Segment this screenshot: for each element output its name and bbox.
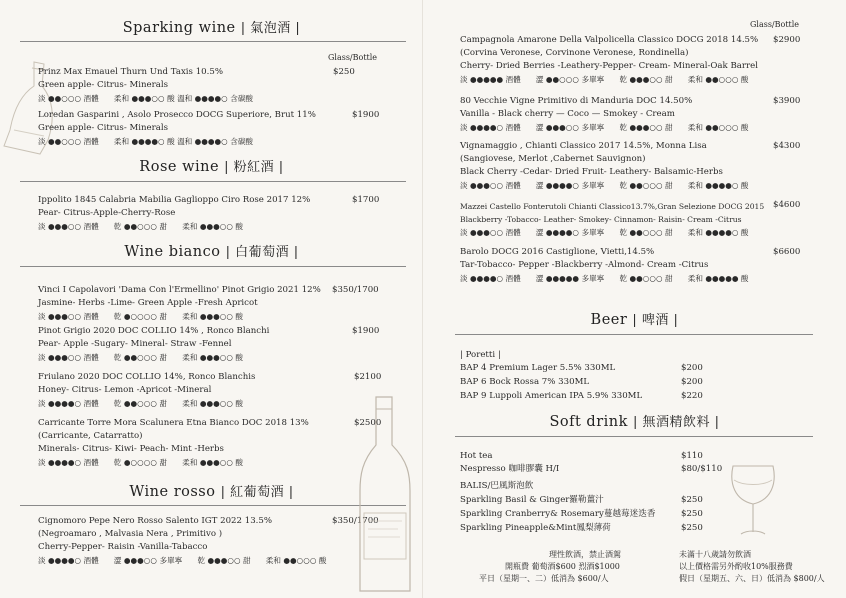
wine-bottle-illustration: [350, 395, 420, 595]
wine-notes: Blackberry -Tobacco- Leather- Smokey- Cinnamon- Raisin- Cream -Citrus: [460, 215, 742, 224]
drink-brand: BALIS/巴風斯泡飲: [460, 481, 534, 491]
notice-corkage: 開瓶費 葡萄酒$600 烈酒$1000: [505, 562, 620, 571]
wine-notes: Pear- Apple -Sugary- Mineral- Straw -Fennel: [38, 339, 232, 349]
drink-price: $250: [681, 495, 703, 505]
soft-drink-heading: [423, 411, 846, 430]
wine-grapes: (Negroamaro , Malvasia Nera , Primitivo ): [38, 529, 223, 539]
wine-price: $2500: [354, 418, 382, 428]
sparkling-heading: [0, 17, 423, 36]
wine-notes: Jasmine- Herbs -Lime- Green Apple -Fresh Apricot: [38, 298, 258, 308]
rose-rule: [20, 181, 406, 182]
wine-name: Campagnola Amarone Della Valpolicella Classico DOCG 2018 14.5%: [460, 35, 759, 45]
wine-notes: Cherry- Dried Berries -Leathery-Pepper- Cream- Mineral-Oak Barrel: [460, 61, 758, 71]
beer-title: Beer: [590, 312, 628, 328]
wine-notes: Vanilla - Black cherry — Coco — Smokey - Cream: [460, 109, 675, 119]
wine-price: $2900: [773, 35, 801, 45]
wine-notes: Honey- Citrus- Lemon -Apricot -Mineral: [38, 385, 212, 395]
wine-profile: 淡 ●●●●○ 酒體 乾 ●○○○○ 甜 柔和 ●●●○○ 酸: [38, 458, 243, 467]
beer-title-zh: | 啤酒 |: [632, 313, 679, 328]
drink-item: Sparkling Basil & Ginger羅勒薑汁: [460, 495, 604, 505]
wine-name: Vignamaggio , Chianti Classico 2017 14.5%, Monna Lisa: [460, 141, 707, 151]
wine-notes: Green apple- Citrus- Minerals: [38, 123, 169, 133]
wine-profile: 淡 ●●○○○ 酒體 柔和 ●●●○○ 酸 溫和 ●●●●○ 含碳酸: [38, 94, 254, 103]
notice-age-limit: 未滿十八歲請勿飲酒: [679, 550, 751, 559]
wine-name: Prinz Max Emauel Thurn Und Taxis 10.5%: [38, 67, 223, 77]
wine-price: $4600: [773, 200, 801, 210]
wine-name: Pinot Grigio 2020 DOC COLLIO 14% , Ronco Blanchi: [38, 326, 270, 336]
drink-price: $250: [681, 509, 703, 519]
beer-item: BAP 6 Bock Rossa 7% 330ML: [460, 377, 590, 387]
wine-notes: Cherry-Pepper- Raisin -Vanilla-Tabacco: [38, 542, 208, 552]
drink-item: Hot tea: [460, 451, 493, 461]
wine-profile: 淡 ●●●○○ 酒體 乾 ●○○○○ 甜 柔和 ●●●○○ 酸: [38, 312, 243, 321]
wine-price: $1700: [352, 195, 380, 205]
bianco-rule: [20, 266, 406, 267]
drink-item: Sparkling Cranberry& Rosemary蔓越莓迷迭香: [460, 509, 656, 519]
notice-weekend-minimum: 假日（星期五、六、日）低消為 $800/人: [679, 574, 825, 583]
wine-profile: 淡 ●●●●○ 酒體 澀 ●●●○○ 多單寧 乾 ●●●○○ 甜 柔和 ●●○○○ 酸: [38, 556, 327, 565]
beer-item: BAP 4 Premium Lager 5.5% 330ML: [460, 363, 616, 373]
soft-drink-title: Soft drink: [549, 414, 628, 430]
wine-name: Loredan Gasparini , Asolo Prosecco DOCG Superiore, Brut 11%: [38, 110, 316, 120]
wine-profile: 淡 ●●●●○ 酒體 乾 ●●○○○ 甜 柔和 ●●●○○ 酸: [38, 399, 243, 408]
notice-drink-responsibly: 理性飲酒，禁止酒駕: [549, 550, 621, 559]
drink-item: Sparkling Pineapple&Mint鳳梨薄荷: [460, 523, 611, 533]
wine-name: Friulano 2020 DOC COLLIO 14%, Ronco Blanchis: [38, 372, 256, 382]
beer-price: $220: [681, 391, 703, 401]
beer-price: $200: [681, 377, 703, 387]
wine-name: Vinci I Capolavori 'Dama Con l'Ermellino' Pinot Grigio 2021 12%: [38, 285, 321, 295]
sparkling-title-zh: | 氣泡酒 |: [240, 21, 301, 36]
sparkling-rule: [20, 41, 406, 42]
wine-price: $6600: [773, 247, 801, 257]
wine-name: Carricante Torre Mora Scalunera Etna Bianco DOC 2018 13%: [38, 418, 309, 428]
notice-weekday-minimum: 平日（星期一、二）低消為 $600/人: [479, 574, 609, 583]
soft-drink-title-zh: | 無酒精飲料 |: [633, 415, 720, 430]
wine-grapes: (Sangiovese, Merlot ,Cabernet Sauvignon): [460, 154, 646, 164]
rose-title-zh: | 粉紅酒 |: [224, 160, 284, 175]
right-page: [423, 0, 846, 598]
drink-price: $250: [681, 523, 703, 533]
wine-profile: 淡 ●●●●○ 酒體 澀 ●●●○○ 多單寧 乾 ●●●○○ 甜 柔和 ●●○○○ 酸: [460, 123, 749, 132]
wine-price: $1900: [352, 326, 380, 336]
rosso-title: Wine rosso: [129, 484, 216, 500]
wine-price: $350/1700: [332, 285, 379, 295]
wine-name: Mazzei Castello Fonterutoli Chianti Classico13.7%,Gran Selezione DOCG 2015: [460, 202, 765, 211]
drink-price: $80/$110: [681, 464, 723, 474]
wine-name: 80 Vecchie Vigne Primitivo di Manduria DOC 14.50%: [460, 96, 693, 106]
beer-rule: [455, 334, 813, 335]
glass-bottle-header: Glass/Bottle: [750, 20, 800, 29]
wine-price: $4300: [773, 141, 801, 151]
wine-grapes: (Carricante, Catarratto): [38, 431, 143, 441]
notice-service-charge: 以上價格需另外酌收10%服務費: [679, 562, 793, 571]
wine-profile: 淡 ●●●○○ 酒體 乾 ●●○○○ 甜 柔和 ●●●○○ 酸: [38, 222, 243, 231]
beer-heading: [423, 309, 846, 328]
rosso-title-zh: | 紅葡萄酒 |: [220, 485, 294, 500]
beer-item: BAP 9 Luppoli American IPA 5.9% 330ML: [460, 391, 643, 401]
wine-notes: Black Cherry -Cedar- Dried Fruit- Leathery- Balsamic-Herbs: [460, 167, 723, 177]
wine-profile: 淡 ●●●●● 酒體 澀 ●●○○○ 多單寧 乾 ●●●○○ 甜 柔和 ●●○○○ 酸: [460, 75, 749, 84]
soft-drink-rule: [455, 436, 813, 437]
wine-name: Cignomoro Pepe Nero Rosso Salento IGT 2022 13.5%: [38, 516, 273, 526]
wine-glass-illustration: [723, 462, 785, 540]
wine-price: $350/1700: [332, 516, 379, 526]
wine-profile: 淡 ●●●●○ 酒體 澀 ●●●●● 多單寧 乾 ●●○○○ 甜 柔和 ●●●●● 酸: [460, 274, 749, 283]
rose-heading: [0, 156, 423, 175]
wine-name: Ippolito 1845 Calabria Mabilia Gaglioppo Ciro Rose 2017 12%: [38, 195, 311, 205]
drink-item: Nespresso 咖啡膠囊 H/I: [460, 464, 560, 474]
wine-notes: Minerals- Citrus- Kiwi- Peach- Mint -Herbs: [38, 444, 224, 454]
bianco-title: Wine bianco: [124, 244, 221, 260]
wine-profile: 淡 ●●○○○ 酒體 柔和 ●●●●○ 酸 溫和 ●●●●○ 含碳酸: [38, 137, 254, 146]
wine-grapes: (Corvina Veronese, Corvinone Veronese, Rondinella): [460, 48, 689, 58]
rose-title: Rose wine: [139, 159, 220, 175]
drink-price: $110: [681, 451, 703, 461]
wine-profile: 淡 ●●●○○ 酒體 澀 ●●●●○ 多單寧 乾 ●●○○○ 甜 柔和 ●●●●○ 酸: [460, 181, 749, 190]
wine-name: Barolo DOCG 2016 Castiglione, Vietti,14.5%: [460, 247, 655, 257]
wine-price: $2100: [354, 372, 382, 382]
wine-price: $250: [333, 67, 355, 77]
wine-notes: Tar-Tobacco- Pepper -Blackberry -Almond- Cream -Citrus: [460, 260, 709, 270]
wine-profile: 淡 ●●●○○ 酒體 乾 ●●○○○ 甜 柔和 ●●●○○ 酸: [38, 353, 243, 362]
rosso-rule: [20, 505, 406, 506]
wine-price: $3900: [773, 96, 801, 106]
wine-notes: Pear- Citrus-Apple-Cherry-Rose: [38, 208, 176, 218]
wine-notes: Green apple- Citrus- Minerals: [38, 80, 169, 90]
wine-price: $1900: [352, 110, 380, 120]
beer-price: $200: [681, 363, 703, 373]
wine-profile: 淡 ●●●○○ 酒體 澀 ●●●●○ 多單寧 乾 ●●○○○ 甜 柔和 ●●●●○ 酸: [460, 228, 749, 237]
beer-brand: | Poretti |: [460, 350, 501, 360]
sparkling-title: Sparking wine: [122, 20, 236, 36]
bianco-heading: [0, 241, 423, 260]
glass-bottle-header: Glass/Bottle: [328, 53, 378, 62]
bianco-title-zh: | 白葡萄酒 |: [225, 245, 299, 260]
